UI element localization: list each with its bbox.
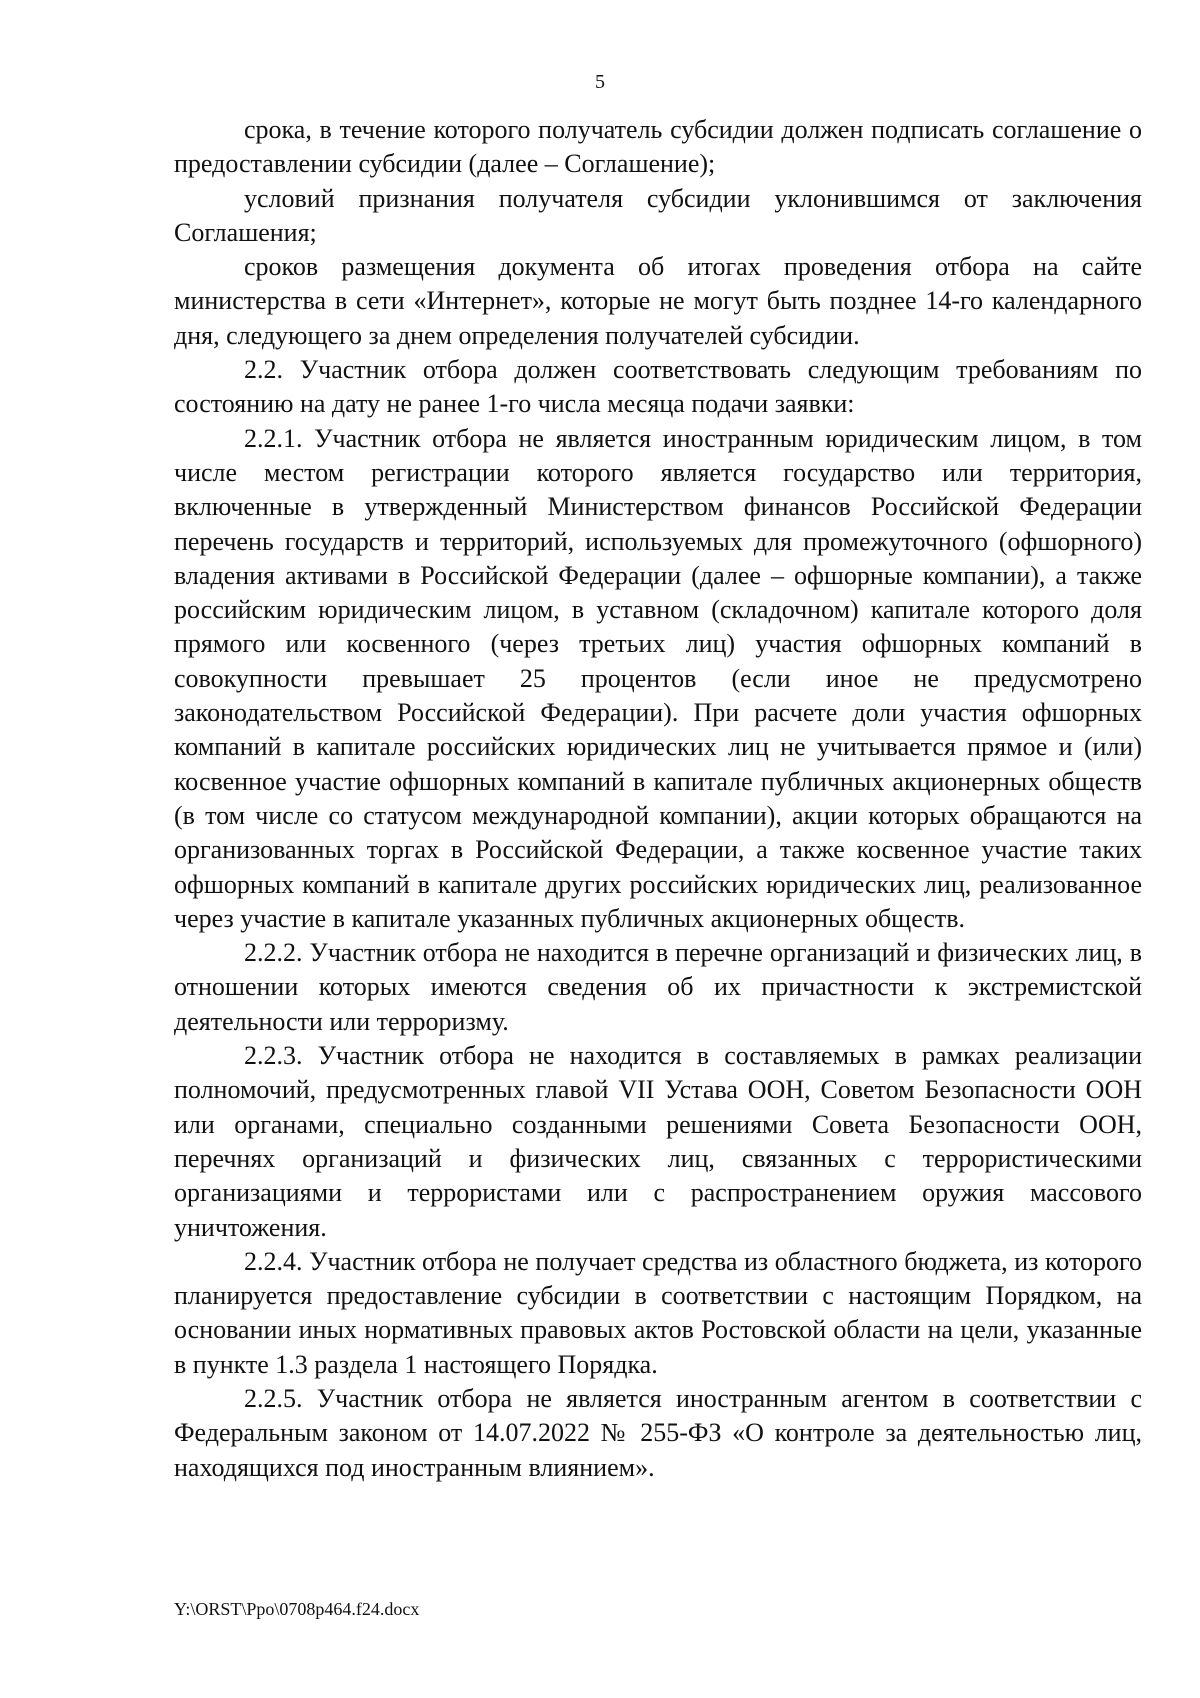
page-number: 5 bbox=[595, 71, 605, 93]
document-body bbox=[174, 113, 1142, 1485]
paragraph-2-2-3-un-lists: 2.2.3. Участник отбора не находится в составляемых в рамках реализации полномочий, предусмотренных главой VII Устава ООН, Советом Безопасности ООН или органами, специально созданными решениями Совета Безопасности ООН, перечнях организаций и физических лиц, связанных с террористическими организациями и террористами или с распространением оружия массового уничтожения. bbox=[174, 1041, 1142, 1242]
paragraph-2-2-5-foreign-agent: 2.2.5. Участник отбора не является иностранным агентом в соответствии с Федеральным законом от 14.07.2022 № 255-ФЗ «О контроле за деятельностью лиц, находящихся под иностранным влиянием». bbox=[174, 1383, 1142, 1482]
paragraph-2-2-4-regional-budget: 2.2.4. Участник отбора не получает средства из областного бюджета, из которого планируется предоставление субсидии в соответствии с настоящим Порядком, на основании иных нормативных правовых актов Ростовской области на цели, указанные в пункте 1.3 раздела 1 настоящего Порядка. bbox=[174, 1246, 1142, 1379]
paragraph-subsidy-agreement-deadline: срока, в течение которого получатель субсидии должен подписать соглашение о предоставлении субсидии (далее – Соглашение); bbox=[174, 115, 1142, 179]
file-path-footer: Y:\ORST\Ppo\0708p464.f24.docx bbox=[174, 1599, 420, 1619]
paragraph-2-2-1-offshore: 2.2.1. Участник отбора не является иностранным юридическим лицом, в том числе местом регистрации которого является государство или территория, включенные в утвержденный Министерством финансов Российской Федерации перечень государств и территорий, используемых для промежуточного (офшорного) владения активами в Российской Федерации (далее – офшорные компании), а также российским юридическим лицом, в уставном (складочном) капитале которого доля прямого или косвенного (через третьих лиц) участия офшорных компаний в совокупности превышает 25 процентов (если иное не предусмотрено законодательством Российской Федерации). При расчете доли участия офшорных компаний в капитале российских юридических лиц не учитывается прямое и (или) косвенное участие офшорных компаний в капитале публичных акционерных обществ (в том числе со статусом международной компании), акции которых обращаются на организованных торгах в Российской Федерации, а также косвенное участие таких офшорных компаний в капитале других российских юридических лиц, реализованное через участие в капитале указанных публичных акционерных обществ. bbox=[174, 423, 1142, 933]
paragraph-evasion-conditions: условий признания получателя субсидии уклонившимся от заключения Соглашения; bbox=[174, 183, 1142, 247]
paragraph-2-2-requirements: 2.2. Участник отбора должен соответствовать следующим требованиям по состоянию на дату не ранее 1-го числа месяца подачи заявки: bbox=[174, 355, 1142, 419]
paragraph-results-publication-deadline: сроков размещения документа об итогах проведения отбора на сайте министерства в сети «Интернет», которые не могут быть позднее 14-го календарного дня, следующего за днем определения получателей субсидии. bbox=[174, 252, 1142, 350]
paragraph-2-2-2-extremism: 2.2.2. Участник отбора не находится в перечне организаций и физических лиц, в отношении которых имеются сведения об их причастности к экстремистской деятельности или терроризму. bbox=[174, 938, 1142, 1036]
